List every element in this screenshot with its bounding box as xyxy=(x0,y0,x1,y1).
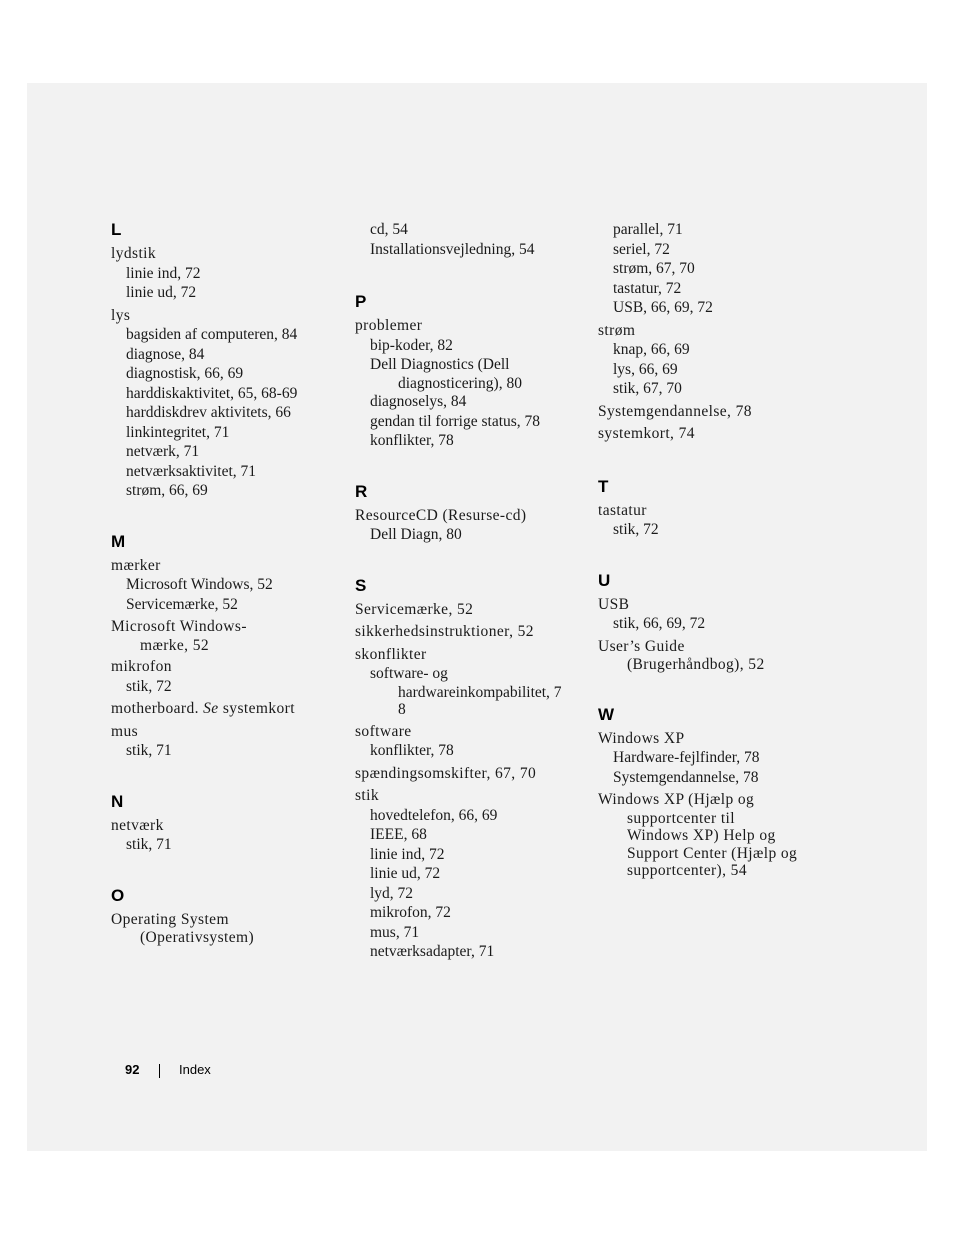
index-subentry: Installationsvejledning, 54 xyxy=(370,240,535,258)
index-entry-continued: (Operativsystem) xyxy=(140,929,255,946)
index-subentry-continued: hardwareinkompabilitet, 7 xyxy=(398,683,562,701)
index-subentry: hovedtelefon, 66, 69 xyxy=(370,806,498,824)
index-subentry: gendan til forrige status, 78 xyxy=(370,412,541,430)
index-entry: skonflikter xyxy=(355,645,427,663)
index-subentry: mus, 71 xyxy=(370,923,420,941)
index-subentry: Servicemærke, 52 xyxy=(126,595,238,613)
index-subentry: mikrofon, 72 xyxy=(370,904,451,921)
index-subentry: Dell Diagn, 80 xyxy=(370,526,462,543)
section-letter: M xyxy=(111,531,126,551)
index-entry-see-reference xyxy=(111,699,341,719)
section-letter: O xyxy=(111,885,125,905)
index-entry-continued: supportcenter til xyxy=(627,809,735,827)
section-letter: W xyxy=(598,704,615,724)
section-s xyxy=(355,576,585,962)
index-subentry: linie ud, 72 xyxy=(126,284,197,301)
section-l xyxy=(111,220,341,501)
index-entry-continued: (Brugerhåndbog), 52 xyxy=(627,656,765,673)
index-subentry: strøm, 67, 70 xyxy=(613,260,695,277)
see-label: Se xyxy=(203,700,219,717)
index-entry: mærker xyxy=(111,556,161,574)
index-subentry: linkintegritet, 71 xyxy=(126,423,230,441)
index-subentry: stik, 71 xyxy=(126,742,172,759)
section-letter: U xyxy=(598,570,611,590)
section-m xyxy=(111,532,341,761)
index-subentry: cd, 54 xyxy=(370,221,408,238)
section-letter: R xyxy=(355,481,368,501)
section-o xyxy=(111,886,341,947)
index-subentry: tastatur, 72 xyxy=(613,279,682,297)
index-entry: Servicemærke, 52 xyxy=(355,600,474,618)
section-n xyxy=(111,792,341,855)
index-subentry: linie ind, 72 xyxy=(126,264,201,282)
index-subentry: stik, 72 xyxy=(613,521,659,538)
index-subentry: Microsoft Windows, 52 xyxy=(126,576,273,593)
continued-entries xyxy=(598,220,828,444)
index-subentry: netværk, 71 xyxy=(126,443,200,460)
index-entry: lydstik xyxy=(111,245,157,262)
section-r xyxy=(355,482,585,545)
index-entry-continued: Windows XP) Help og xyxy=(627,827,776,844)
index-entry: Operating System xyxy=(111,910,229,928)
entry-term: motherboard. xyxy=(111,700,199,717)
section-letter: S xyxy=(355,575,367,595)
index-subentry: stik, 71 xyxy=(126,836,172,853)
index-subentry: stik, 67, 70 xyxy=(613,380,682,397)
index-entry: systemkort, 74 xyxy=(598,425,695,442)
index-column-1 xyxy=(111,218,341,978)
index-entry: sikkerhedsinstruktioner, 52 xyxy=(355,623,534,640)
section-u xyxy=(598,571,828,674)
footer-section-label: Index xyxy=(179,1062,211,1077)
section-letter: L xyxy=(111,220,122,239)
index-subentry: netværksaktivitet, 71 xyxy=(126,462,257,480)
index-entry: strøm xyxy=(598,321,636,339)
index-entry: mus xyxy=(111,722,139,740)
continued-entries xyxy=(355,220,585,259)
index-subentry: diagnose, 84 xyxy=(126,345,205,363)
section-t xyxy=(598,477,828,540)
see-target: systemkort xyxy=(222,700,295,717)
index-subentry: Systemgendannelse, 78 xyxy=(613,768,759,786)
index-entry: problemer xyxy=(355,317,423,334)
index-entry-continued: mærke, 52 xyxy=(140,636,210,654)
index-entry: Windows XP xyxy=(598,729,685,747)
index-subentry: lyd, 72 xyxy=(370,884,414,902)
index-subentry-continued: diagnosticering), 80 xyxy=(398,374,522,392)
index-entry: User’s Guide xyxy=(598,637,685,655)
index-subentry: USB, 66, 69, 72 xyxy=(613,299,713,316)
section-letter: N xyxy=(111,791,124,811)
index-entry-continued: supportcenter), 54 xyxy=(627,862,747,879)
index-subentry: linie ind, 72 xyxy=(370,845,445,863)
index-subentry: linie ud, 72 xyxy=(370,865,441,882)
index-subentry: harddiskaktivitet, 65, 68-69 xyxy=(126,384,298,402)
index-entry: mikrofon xyxy=(111,658,172,675)
index-subentry: harddiskdrev aktivitets, 66 xyxy=(126,404,291,421)
index-entry: spændingsomskifter, 67, 70 xyxy=(355,764,537,782)
index-subentry: strøm, 66, 69 xyxy=(126,482,208,499)
index-subentry: IEEE, 68 xyxy=(370,826,427,843)
index-subentry: bip-koder, 82 xyxy=(370,336,453,354)
index-subentry: stik, 72 xyxy=(126,677,172,695)
section-w xyxy=(598,705,828,880)
index-subentry: seriel, 72 xyxy=(613,240,670,258)
index-subentry: parallel, 71 xyxy=(613,221,683,238)
index-subentry: software- og xyxy=(370,665,448,682)
index-entry: netværk xyxy=(111,816,164,834)
index-entry: ResourceCD (Resurse-cd) xyxy=(355,506,527,524)
section-letter: T xyxy=(598,476,609,496)
index-entry: stik xyxy=(355,787,379,804)
index-subentry-continued: 8 xyxy=(398,701,406,718)
index-column-3 xyxy=(598,218,828,911)
index-subentry: netværksadapter, 71 xyxy=(370,943,495,960)
index-subentry: knap, 66, 69 xyxy=(613,341,690,358)
index-entry: Windows XP (Hjælp og xyxy=(598,791,755,808)
index-entry-continued: Support Center (Hjælp og xyxy=(627,844,798,862)
index-subentry: diagnostisk, 66, 69 xyxy=(126,365,244,382)
index-subentry: konflikter, 78 xyxy=(370,432,454,449)
index-entry: Microsoft Windows- xyxy=(111,618,247,635)
page-number: 92 xyxy=(125,1062,140,1077)
index-subentry: diagnoselys, 84 xyxy=(370,393,467,410)
index-subentry: lys, 66, 69 xyxy=(613,360,678,378)
footer-divider xyxy=(159,1064,160,1078)
index-entry: tastatur xyxy=(598,501,647,519)
index-column-2 xyxy=(355,218,585,993)
index-entry: lys xyxy=(111,306,131,324)
index-entry: software xyxy=(355,722,412,740)
index-entry: Systemgendannelse, 78 xyxy=(598,402,752,420)
index-subentry: bagsiden af computeren, 84 xyxy=(126,326,298,343)
index-subentry: Dell Diagnostics (Dell xyxy=(370,356,510,373)
section-p xyxy=(355,292,585,451)
index-subentry: stik, 66, 69, 72 xyxy=(613,615,706,632)
section-letter: P xyxy=(355,292,367,311)
index-subentry: Hardware-fejlfinder, 78 xyxy=(613,749,760,766)
index-subentry: konflikter, 78 xyxy=(370,742,454,759)
index-entry: USB xyxy=(598,595,630,613)
